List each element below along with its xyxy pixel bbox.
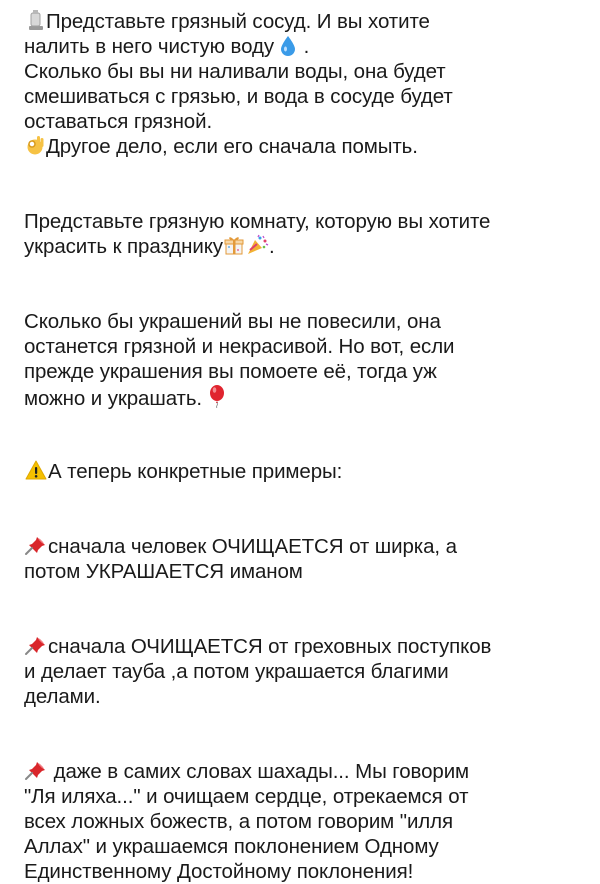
paragraph-6 [24, 634, 584, 709]
gift-icon [223, 234, 245, 262]
text-line: прежде украшения вы помоете её, тогда уж [24, 360, 437, 383]
paragraph-text: Представьте грязный сосуд. И вы хотите [46, 10, 430, 33]
text-line: потом УКРАШАЕТСЯ иманом [24, 560, 303, 583]
text-line [24, 384, 584, 409]
paragraph-4 [24, 459, 584, 484]
text-line [24, 134, 584, 159]
text-line [24, 534, 584, 559]
paragraph-text: даже в самих словах шахады... Мы говорим [48, 760, 470, 783]
text-line [24, 759, 584, 784]
text-line [24, 234, 584, 259]
paragraph-5 [24, 534, 584, 584]
text-line: Представьте грязную комнату, которую вы хотите [24, 210, 491, 233]
paragraph-gap [24, 184, 584, 209]
paragraph-gap [24, 259, 584, 284]
paragraph-text: сначала человек ОЧИЩАЕТСЯ от ширка, а [48, 535, 457, 558]
droplet-icon [274, 34, 298, 62]
paragraph-gap [24, 484, 584, 509]
paragraph-text: украсить к празднику [24, 235, 223, 258]
paragraph-3 [24, 309, 584, 409]
text-line: делами. [24, 685, 101, 708]
bottle-icon [24, 9, 46, 37]
paragraph-gap [24, 734, 584, 759]
paragraph-text: . [268, 235, 275, 258]
text-line: всех ложных божеств, а потом говорим "илля [24, 810, 454, 833]
text-line: Единственному Достойному поклонения! [24, 860, 414, 883]
text-line: смешиваться с грязью, и вода в сосуде будет [24, 85, 453, 108]
text-line [24, 634, 584, 659]
paragraph-gap [24, 409, 584, 434]
paragraph-text: . [297, 35, 310, 58]
warning-icon [24, 459, 48, 487]
paragraph-gap [24, 509, 584, 534]
paragraph-gap [24, 434, 584, 459]
text-line: оставаться грязной. [24, 110, 213, 133]
paragraph-text: налить в него чистую воду [24, 35, 274, 58]
paragraph-gap [24, 584, 584, 609]
paragraph-gap [24, 709, 584, 734]
paragraph-2 [24, 209, 584, 259]
balloon-icon [202, 384, 228, 414]
text-line [24, 459, 584, 484]
party-popper-icon [245, 234, 269, 262]
pushpin-icon [24, 634, 48, 662]
text-line: Сколько бы украшений вы не повесили, она [24, 310, 441, 333]
paragraph-text: сначала ОЧИЩАЕТСЯ от греховных поступков [48, 635, 492, 658]
paragraph-gap [24, 159, 584, 184]
text-line: Сколько бы вы ни наливали воды, она будет [24, 60, 446, 83]
text-line: "Ля иляха..." и очищаем сердце, отрекаемся от [24, 785, 469, 808]
paragraph-text: А теперь конкретные примеры: [48, 460, 343, 483]
post-body [24, 9, 584, 884]
paragraph-text: можно и украшать. [24, 387, 203, 410]
text-line: и делает тауба ,а потом украшается благими [24, 660, 449, 683]
paragraph-gap [24, 609, 584, 634]
text-line: Аллах" и украшаемся поклонением Одному [24, 835, 439, 858]
paragraph-7 [24, 759, 584, 884]
ok-hand-icon [24, 134, 46, 162]
paragraph-text: Другое дело, если его сначала помыть. [46, 135, 418, 158]
pushpin-icon [24, 534, 48, 562]
paragraph-gap [24, 284, 584, 309]
text-line [24, 34, 584, 59]
text-line [24, 9, 584, 34]
paragraph-1 [24, 9, 584, 159]
pushpin-icon [24, 759, 48, 787]
text-line: останется грязной и некрасивой. Но вот, если [24, 335, 455, 358]
